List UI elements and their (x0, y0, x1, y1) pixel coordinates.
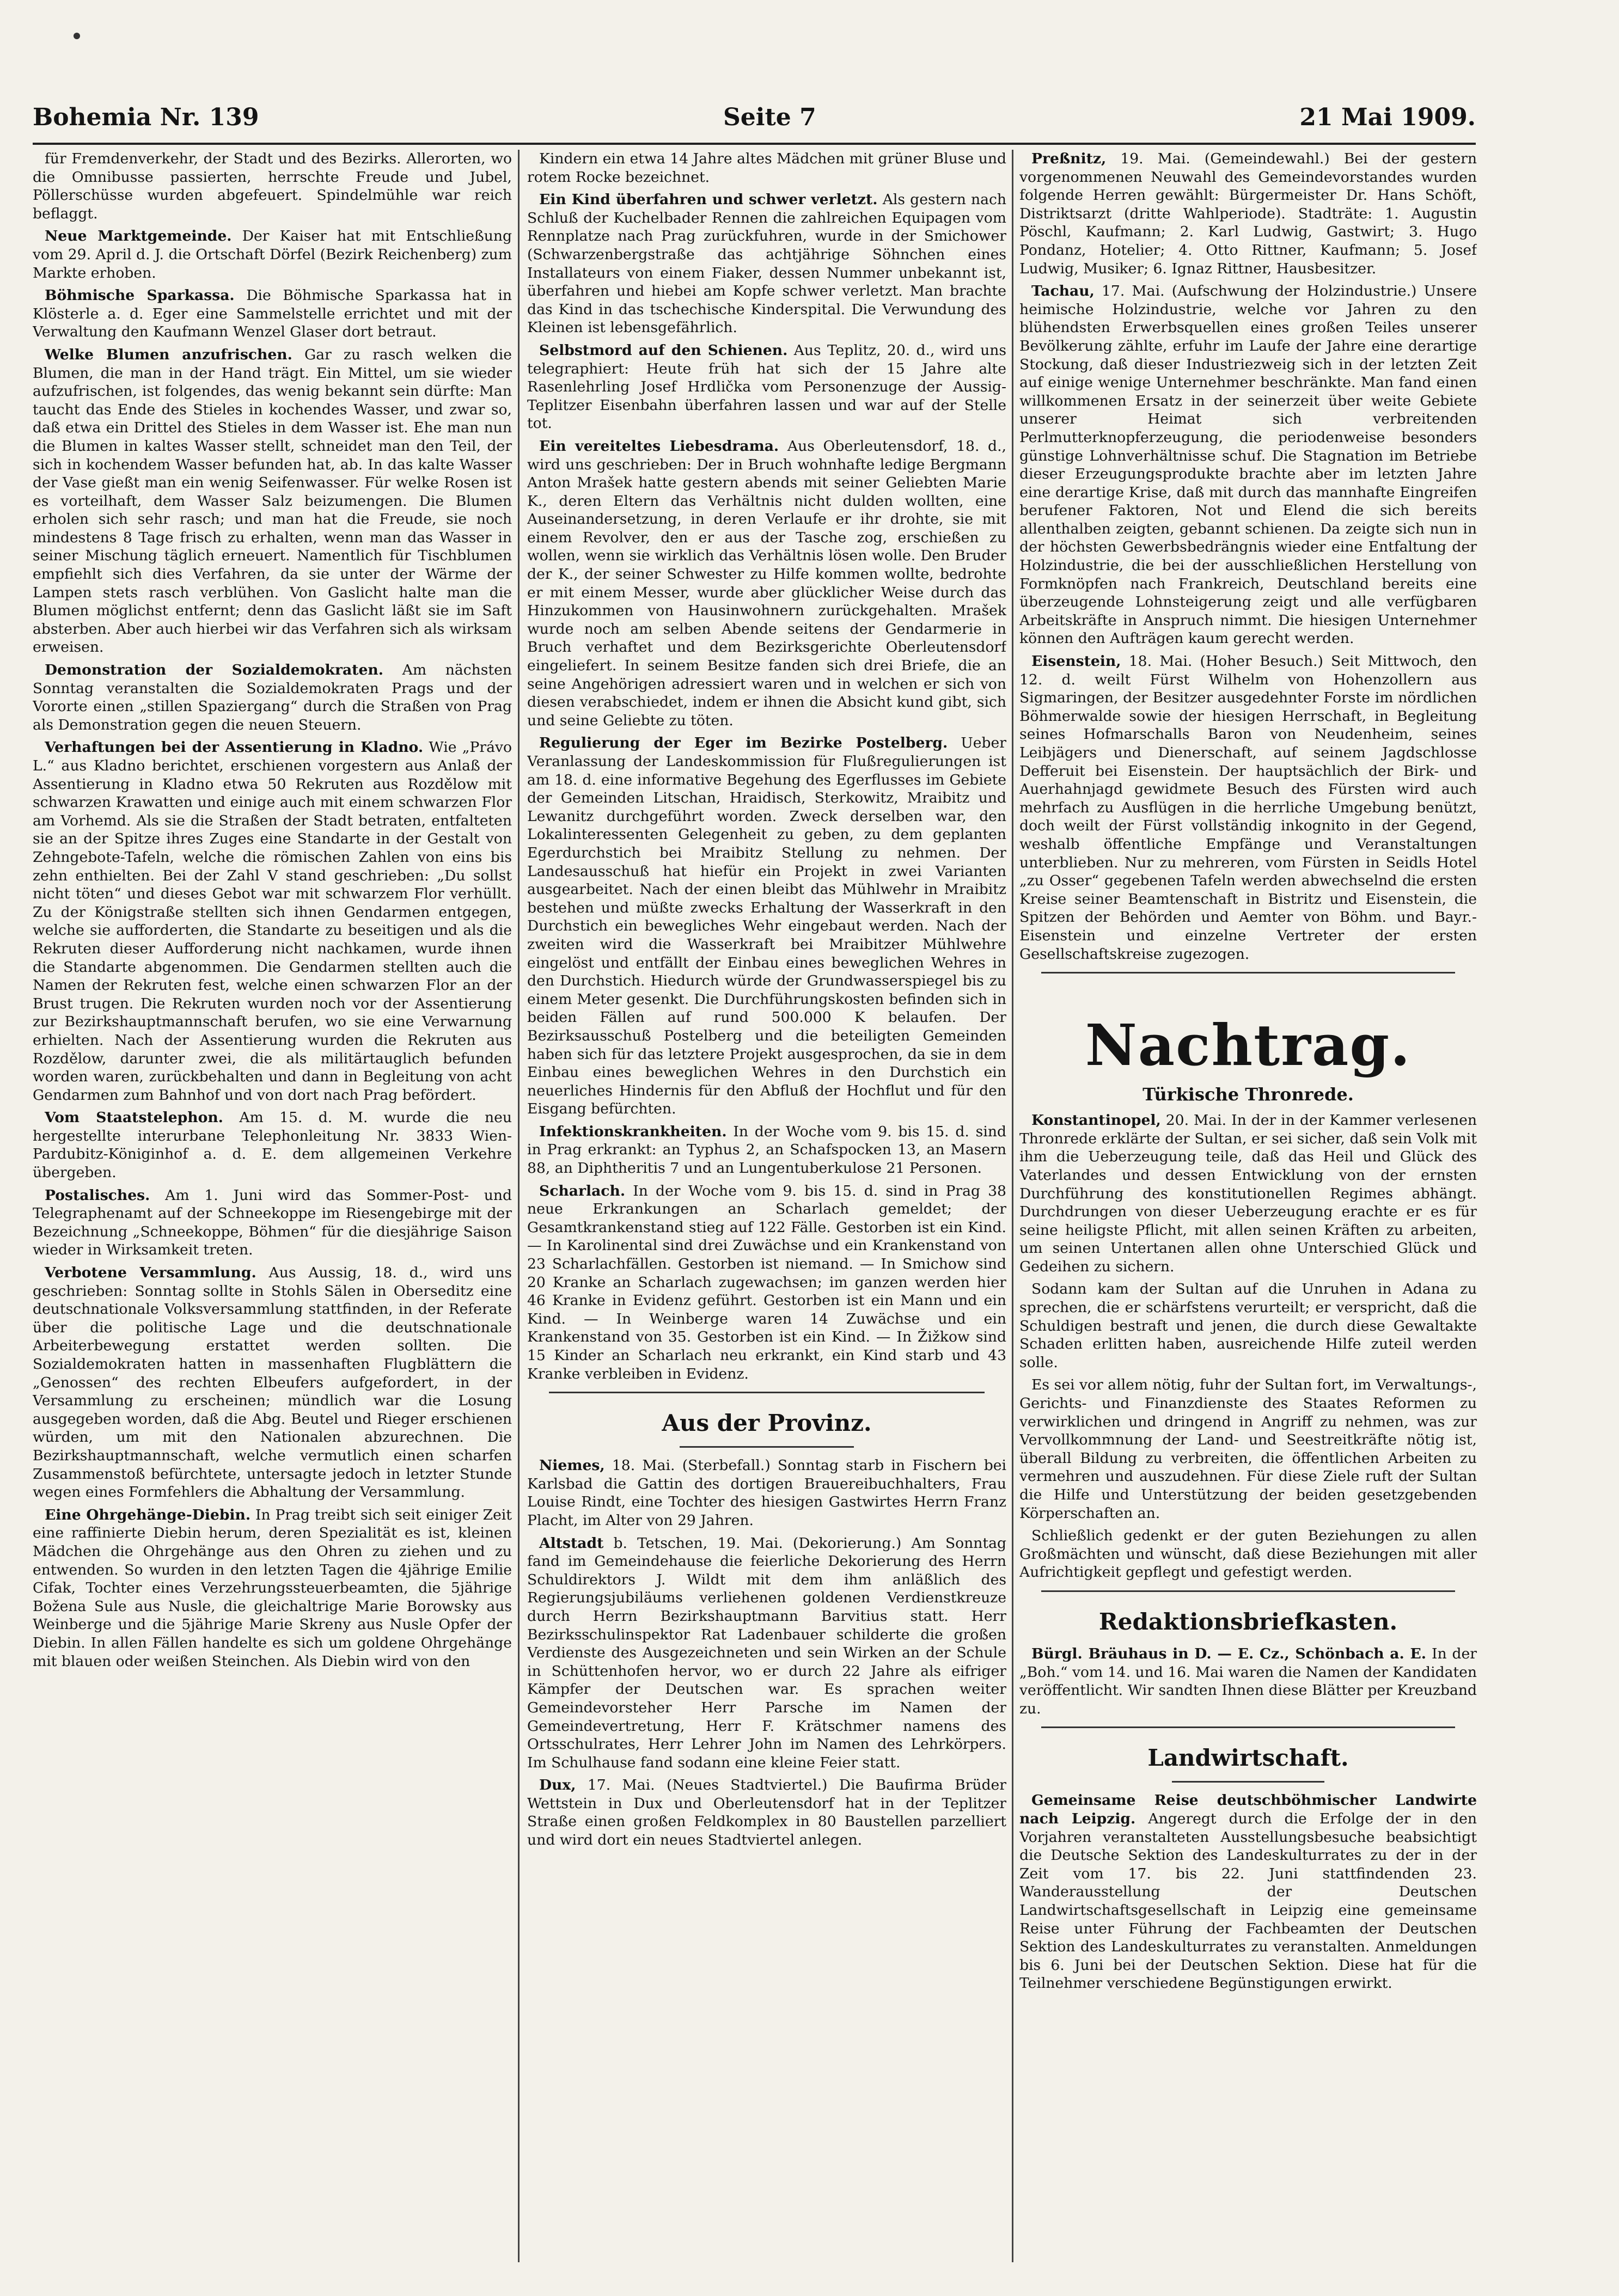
article-list (527, 150, 1006, 1383)
article-headline: Ein Kind überfahren und schwer verletzt. (539, 191, 878, 209)
article-text: Am nächsten Sonntag veranstalten die Sozialdemokraten Prags und der Vororte einen „stillen Spaziergang“ durch die Straßen von Prag als Demonstration gegen die neuen Steuern. (33, 662, 512, 733)
article-body (33, 1186, 512, 1259)
article-text: In Prag treibt sich seit einiger Zeit eine raffinierte Diebin herum, deren Spezialität es ist, kleinen Mädchen die Ohrgehänge aus den Ohren zu ziehen und zu entwenden. So wurden in den letzten Tagen die 4jährige Emilie Cifak, Tochter eines Verzehrungssteuerbeamten, die 5jährige Božena Sule aus Nusle, die gleichaltrige Marie Borowsky aus Weinberge und die 5jährige Marie Skreny aus Nusle Opfer der Diebin. In allen Fällen handelte es sich um goldene Ohrgehänge mit blauen oder weißen Steinchen. Als Diebin wird von den (33, 1506, 512, 1670)
section-rule (1041, 972, 1455, 973)
article-headline: Infektionskrankheiten. (539, 1123, 727, 1140)
section-rule (1041, 1590, 1455, 1592)
article-body (33, 346, 512, 657)
column-divider (518, 150, 520, 2262)
column-3 (1019, 150, 1477, 2262)
article (1019, 282, 1477, 648)
article-headline: Böhmische Sparkassa. (45, 287, 235, 304)
article (1019, 652, 1477, 963)
article-headline: Neue Marktgemeinde. (45, 228, 232, 245)
section-title-redaktion: Redaktionsbriefkasten. (1098, 1608, 1398, 1635)
article-text: In der „Boh.“ vom 14. und 16. Mai waren die Namen der Kandidaten veröffentlicht. Wir sandten Ihnen diese Blätter per Kreuzband zu. (1019, 1645, 1477, 1717)
article-headline: Gemeinsame Reise deutschböhmischer Landwirte nach Leipzig. (1019, 1792, 1477, 1827)
article-body (527, 191, 1006, 337)
article-body (1019, 1791, 1477, 1993)
article-headline: Welke Blumen anzufrischen. (45, 346, 292, 363)
article-body (527, 1456, 1006, 1529)
section-rule (1172, 1781, 1324, 1783)
article-text: 17. Mai. (Neues Stadtviertel.) Die Baufirma Brüder Wettstein in Dux und Oberleutensdorf hat in der Teplitzer Straße einen großen Feldkomplex in 80 Baustellen parzelliert und wird dort ein neues Stadtviertel anlegen. (527, 1777, 1006, 1849)
article (527, 341, 1006, 433)
ink-speck (74, 33, 80, 39)
article-text: Die Böhmische Sparkassa hat in Klösterle a. d. Eger eine Sammelstelle errichtet und mit der Verwaltung den Kaufmann Wenzel Glaser dort betraut. (33, 287, 512, 341)
article-text: Ueber Veranlassung der Landeskommission für Flußregulierungen ist am 18. d. eine informative Begehung des Egerflusses im Gebiete der Gemeinden Litschan, Hraidisch, Sterkowitz, Mraibitz und Lewanitz durchgeführt worden. Zweck derselben war, den Lokalinteressenten Gelegenheit zu geben, zu dem geplanten Egerdurchstich bei Mraibitz Stellung zu nehmen. Der Landesausschuß hat hiefür ein Projekt in zwei Varianten ausgearbeitet. Nach der einen bleibt das Mühlwehr in Mraibitz bestehen und müßte zwecks Erhaltung der Wasserkraft in den Durchstich ein bewegliches Wehr eingebaut werden. Nach der zweiten wird die Wasserkraft bei Mraibitzer Mühlwehre eingelöst und entfällt der Einbau eines beweglichen Wehres in den Durchstich. Hiedurch würde der Grundwasserspiegel bis zu einem Meter gesenkt. Die Durchführungskosten befinden sich in beiden Fällen auf rund 500.000 K belaufen. Der Bezirksausschuß Postelberg und die beteiligten Gemeinden haben sich für das letztere Projekt ausgesprochen, da sie in dem Einbau eines beweglichen Wehres in den Durchstich ein neuerliches Hindernis für den Abfluß der Hochflut und für den Eisgang befürchten. (527, 734, 1006, 1118)
article-body (527, 341, 1006, 433)
article-body (1019, 150, 1477, 278)
article-text: Aus Aussig, 18. d., wird uns geschrieben: Sonntag sollte in Stohls Sälen in Oberseditz eine deutschnationale Volksversammlung stattfinden, in der Referate über die politische Lage und die deutschnationale Arbeiterbewegung erstattet werden sollten. Die Sozialdemokraten hatten in massenhaften Flugblättern die „Genossen“ des rechten Elbeufers aufgefordert, in der Versammlung zu erscheinen; mündlich war die Losung ausgegeben worden, daß die Abg. Beutel und Rieger erschienen würden, um mit den Nationalen abzurechnen. Die Bezirkshauptmannschaft, welche vermutlich einen scharfen Zusammenstoß befürchtete, untersagte jedoch in letzter Stunde wegen eines Formfehlers die Abhaltung der Versammlung. (33, 1264, 512, 1501)
article-headline: Verhaftungen bei der Assentierung in Kladno. (45, 739, 424, 756)
article-headline: Scharlach. (539, 1182, 626, 1199)
article-text: Als gestern nach Schluß der Kuchelbader Rennen die zahlreichen Equipagen vom Rennplatze nach Prag zurückfuhren, wurde in der Smichower (Schwarzenbergstraße das achtjährige Söhnchen eines Installateurs von einem Fiaker, dessen Nummer unbekannt ist, überfahren und hiebei am Kopfe schwer verletzt. Man brachte das Kind in das tschechische Kinderspital. Die Verwundung des Kleinen ist lebensgefährlich. (527, 191, 1006, 336)
article-headline: Dux, (539, 1777, 576, 1794)
article (527, 1534, 1006, 1772)
article-text: Sodann kam der Sultan auf die Unruhen in Adana zu sprechen, die er schärfstens verurteilt; er verspricht, daß die Schuldigen bestraft und jenen, die durch diese Gewaltakte Schaden erlitten haben, ausreichende Hilfe zuteil werden solle. (1019, 1281, 1477, 1371)
article (527, 437, 1006, 730)
section-title-landwirtschaft: Landwirtschaft. (1147, 1744, 1349, 1772)
article-list (527, 1456, 1006, 1849)
section-rule (680, 1446, 854, 1448)
column-2 (527, 150, 1006, 2262)
article-body (33, 1506, 512, 1670)
article (33, 227, 512, 282)
article (33, 346, 512, 657)
article-list (1019, 1791, 1477, 1993)
column-1 (33, 150, 512, 2262)
article (527, 150, 1006, 186)
article-body (33, 227, 512, 282)
article-headline: Postalisches. (45, 1186, 150, 1204)
article-body (33, 286, 512, 341)
article (1019, 1280, 1477, 1372)
article-list (1019, 1111, 1477, 1582)
article-body (527, 734, 1006, 1118)
article-text: Schließlich gedenkt er der guten Beziehungen zu allen Großmächten und wünscht, daß diese Beziehungen mit aller Aufrichtigkeit gepflegt und gefestigt werden. (1019, 1527, 1477, 1581)
article (1019, 150, 1477, 278)
article-list (1019, 150, 1477, 963)
article-body (1019, 282, 1477, 648)
article-text: für Fremdenverkehr, der Stadt und des Bezirks. Allerorten, wo die Omnibusse passierten, herrschte Freude und Jubel, Pöllerschüsse wurden abgefeuert. Spindelmühle war reich beflaggt. (33, 150, 512, 222)
article-text: Wie „Právo L.“ aus Kladno berichtet, erschienen vorgestern aus Anlaß der Assentierung in Kladno etwa 50 Rekruten aus Rozdělow mit schwarzen Krawatten und einige auch mit einem schwarzen Flor am Vorhemd. Als sie die Straßen der Stadt betraten, entfalteten sie an der Spitze ihres Zuges eine Standarte in der Gestalt von Zehngebote-Tafeln, welche die römischen Zahlen von eins bis zehn enthielten. Bei der Zahl V stand geschrieben: „Du sollst nicht töten“ und dieses Gebot war mit schwarzem Flor verhüllt. Zu der Königstraße stellten sich ihnen Gendarmen entgegen, welche sie aufforderten, die Standarte zu beseitigen und als die Rekruten dieser Aufforderung nicht nachkamen, wurde ihnen die Standarte abgenommen. Die Gendarmen stellten auch die Namen der Rekruten fest, welche einen schwarzen Flor an der Brust trugen. Die Rekruten wurden noch vor der Assentierung zur Bezirkshauptmannschaft berufen, wo sie eine Verwarnung erhielten. Nach der Assentierung wurden die Rekruten aus Rozdělow, darunter zwei, die als militärtauglich befunden worden waren, zurückbehalten und dann in Begleitung von acht Gendarmen zum Bahnhof und von dort nach Prag befördert. (33, 739, 512, 1104)
article-headline: Eine Ohrgehänge-Diebin. (45, 1506, 251, 1523)
article-text: Kindern ein etwa 14 Jahre altes Mädchen mit grüner Bluse und rotem Rocke bezeichnet. (527, 150, 1006, 186)
article (527, 1456, 1006, 1529)
article (33, 661, 512, 734)
subsection-title-thronrede: Türkische Thronrede. (1143, 1084, 1354, 1105)
article (527, 1123, 1006, 1178)
article-text: Am 15. d. M. wurde die neu hergestellte interurbane Telephonleitung Nr. 3833 Wien-Pardubitz-Königinhof a. d. E. dem allgemeinen Verkehre übergeben. (33, 1109, 512, 1181)
article-text: 19. Mai. (Gemeindewahl.) Bei der gestern vorgenommenen Neuwahl des Gemeindevorstandes wurden folgende Herren gewählt: Bürgermeister Dr. Hans Schöft, Distriktsarzt (dritte Wahlperiode). Stadträte: 1. Augustin Pöschl, Kaufmann; 2. Karl Ludwig, Gastwirt; 3. Hugo Pondanz, Hotelier; 4. Otto Rittner, Kaufmann; 5. Josef Ludwig, Musiker; 6. Ignaz Rittner, Hausbesitzer. (1019, 150, 1477, 277)
article-headline: Altstadt (539, 1534, 604, 1552)
article-body (527, 1182, 1006, 1383)
article (1019, 1111, 1477, 1276)
article-text: Der Kaiser hat mit Entschließung vom 29. April d. J. die Ortschaft Dörfel (Bezirk Reichenberg) zum Markte erhoben. (33, 228, 512, 281)
article-body (1019, 1280, 1477, 1372)
article-headline: Demonstration der Sozialdemokraten. (45, 662, 383, 679)
article-list (1019, 1645, 1477, 1718)
article (1019, 1645, 1477, 1718)
article-body (527, 1123, 1006, 1178)
article (1019, 1527, 1477, 1582)
article-body (33, 1264, 512, 1502)
article-body (1019, 1645, 1477, 1718)
article-text: 17. Mai. (Aufschwung der Holzindustrie.) Unsere heimische Holzindustrie, welche vor Jahren zu den blühendsten Erwerbsquellen eines großen Teiles unserer Bevölkerung zählte, erfuhr im Laufe der Jahre eine derartige Stockung, daß dieser Industriezweig sich in der letzten Zeit auf einige wenige Unternehmer beschränkte. Man fand einen willkommenen Ersatz in der seinerzeit über weite Gebiete unserer Heimat sich verbreitenden Perlmutterknopferzeugung, die periodenweise besonders günstige Lohnverhältnisse schuf. Die Stagnation im Betriebe dieser Erzeugungsprodukte brachte aber im letzten Jahre eine derartige Krise, daß mit durch das mannhafte Eingreifen berufener Faktoren, Not und Elend die sich bereits allenthalben zeigten, gebannt schienen. Da zeigte sich nun in der höchsten Gewerbsbedrängnis wieder eine Entfaltung der Holzindustrie, die bei der ausschließlichen Herstellung von Formknöpfen nach Frankreich, Deutschland bereits eine überzeugende Lohnsteigerung zeigt und alle verfügbaren Arbeitskräfte in Anspruch nimmt. Die hiesigen Unternehmer können den Aufträgen kaum gerecht werden. (1019, 283, 1477, 647)
article-headline: Ein vereiteltes Liebesdrama. (539, 437, 779, 455)
article-body (33, 1109, 512, 1181)
section-title-nachtrag: Nachtrag. (1085, 1012, 1412, 1079)
article-text: 18. Mai. (Sterbefall.) Sonntag starb in Fischern bei Karlsbad die Gattin des dortigen Brauereibuchhalters, Frau Louise Rindt, eine Tochter des hiesigen Gastwirtes Herrn Franz Placht, im Alter von 29 Jahren. (527, 1457, 1006, 1529)
article-text: Angeregt durch die Erfolge der in den Vorjahren veranstalteten Ausstellungsbesuche beabsichtigt die Deutsche Sektion des Landeskulturrates zu der in der Zeit vom 17. bis 22. Juni stattfindenden 23. Wanderausstellung der Deutschen Landwirtschaftsgesellschaft in Leipzig eine gemeinsame Reise unter Führung der Fachbeamten der Deutschen Sektion des Landeskulturrates zu veranstalten. Anmeldungen bis 6. Juni bei der Deutschen Sektion. Diese hat für die Teilnehmer verschiedene Begünstigungen erwirkt. (1019, 1810, 1477, 1992)
section-title-provinz: Aus der Provinz. (662, 1410, 872, 1437)
article-headline: Verbotene Versammlung. (45, 1264, 256, 1282)
article (33, 1264, 512, 1502)
article-body (527, 1534, 1006, 1772)
article (527, 734, 1006, 1118)
article-body (33, 150, 512, 223)
article (527, 191, 1006, 337)
page-number: Seite 7 (723, 103, 816, 131)
section-rule (1041, 1726, 1455, 1728)
article (33, 738, 512, 1104)
article (1019, 1791, 1477, 1993)
article-text: In der Woche vom 9. bis 15. d. sind in Prag erkrankt: an Typhus 2, an Schafspocken 13, an Masern 88, an Diphtheritis 7 und an Lungentuberkulose 21 Personen. (527, 1123, 1006, 1177)
masthead-issue: Bohemia Nr. 139 (33, 103, 259, 131)
article-text: Am 1. Juni wird das Sommer-Post- und Telegraphenamt auf der Schneekoppe im Riesengebirge mit der Bezeichnung „Schneekoppe, Böhmen“ für die diesjährige Saison wieder in Wirksamkeit treten. (33, 1186, 512, 1259)
article-headline: Regulierung der Eger im Bezirke Postelberg. (539, 734, 948, 752)
article-headline: Eisenstein, (1031, 653, 1121, 670)
article-text: 20. Mai. In der in der Kammer verlesenen Thronrede erklärte der Sultan, er sei sicher, daß sein Volk mit ihm die Ueberzeugung teile, daß das Heil und Glück des Vaterlandes und dessen Entwicklung von der ernsten Durchführung des konstitutionellen Regimes abhängt. Durchdrungen von dieser Ueberzeugung erachte er es für seine heiligste Pflicht, mit allen seinen Kräften zu arbeiten, um seinen Untertanen allen ohne Unterschied Glück und Gedeihen zu sichern. (1019, 1112, 1477, 1275)
header-rule (33, 143, 1476, 145)
article-text: Aus Oberleutensdorf, 18. d., wird uns geschrieben: Der in Bruch wohnhafte ledige Bergmann Anton Mrašek hatte gestern abends mit seiner Geliebten Marie K., deren Eltern das Verhältnis nicht dulden wollten, eine Auseinandersetzung, in deren Verlaufe er ihr drohte, sie mit einem Revolver, den er aus der Tasche zog, erschießen zu wollen, wenn sie wirklich das Verhältnis lösen wolle. Den Bruder der K., der seiner Schwester zu Hilfe kommen wollte, bedrohte er mit einem Messer, wurde aber glücklicher Weise durch das Hinzukommen von Hausinwohnern zurückgehalten. Mrašek wurde noch am selben Abende seitens der Gendarmerie in Bruch verhaftet und dem Bezirksgerichte Oberleutensdorf eingeliefert. In seinem Besitze fanden sich drei Briefe, die an seine Angehörigen adressiert waren und in welchen er sich von diesen verabschiedet, indem er ihnen die Absicht kund gibt, sich und seine Geliebte zu töten. (527, 437, 1006, 729)
article-body (1019, 1376, 1477, 1522)
article-text: 18. Mai. (Hoher Besuch.) Seit Mittwoch, den 12. d. weilt Fürst Wilhelm von Hohenzollern aus Sigmaringen, der Besitzer ausgedehnter Forste im nördlichen Böhmerwalde sowie der hiesigen Herrschaft, in Begleitung seines Hofmarschalls Baron von Neudenheim, seines Leibjägers und Dienerschaft, auf seinem Jagdschlosse Defferuit bei Eisenstein. Der hauptsächlich der Birk- und Auerhahnjagd gewidmete Besuch des Fürsten wird auch mehrfach zu Ausflügen in die herrliche Umgebung benützt, doch weilt der Fürst vollständig inkognito in der Gegend, weshalb öffentliche Empfänge und Veranstaltungen unterblieben. Nur zu mehreren, vom Fürsten in Seidls Hotel „zu Osser“ gegebenen Tafeln werden abwechselnd die ersten Kreise seiner Beamtenschaft in Bistritz und Eisenstein, die Spitzen der Behörden und Aemter von Böhm. und Bayr.-Eisenstein und einzelne Vertreter der ersten Gesellschaftskreise zugezogen. (1019, 653, 1477, 963)
article-text: b. Tetschen, 19. Mai. (Dekorierung.) Am Sonntag fand im Gemeindehause die feierliche Dekorierung des Herrn Schuldirektors J. Wildt mit dem ihm anläßlich des Regierungsjubiläums verliehenen goldenen Verdienstkreuze durch Herrn Bezirkshauptmann Barvitius statt. Herr Bezirksschulinspektor Rat Ladenbauer schilderte die großen Verdienste des Ausgezeichneten und sein Wirken an der Schule in Schüttenhofen hervor, wo er durch 22 Jahre als eifriger Kämpfer der Deutschen war. Es sprachen weiter Gemeindevorsteher Herr Parsche im Namen der Gemeindevertretung, Herr F. Krätschmer namens des Ortsschulrates, Herr Lehrer John im Namen des Lehrkörpers. Im Schulhause fand sodann eine kleine Feier statt. (527, 1534, 1006, 1771)
section-rule (549, 1392, 985, 1393)
article-body (1019, 652, 1477, 963)
article (33, 150, 512, 223)
article-body (1019, 1111, 1477, 1276)
article-body (1019, 1527, 1477, 1582)
article (33, 1186, 512, 1259)
article-body (527, 150, 1006, 186)
article-text: Gar zu rasch welken die Blumen, die man in der Hand trägt. Ein Mittel, um sie wieder aufzufrischen, ist folgendes, das wenig bekannt sein dürfte: Man taucht das Ende des Stieles in kochendes Wasser, und zwar so, daß etwa ein Drittel des Stieles in dem Wasser ist. Ehe man nun die Blumen in kaltes Wasser stellt, schneidet man den Teil, der sich in kochendem Wasser befunden hat, ab. In das kalte Wasser der Vase gießt man ein wenig Seifenwasser. Für welke Rosen ist es vorteilhaft, dem Wasser Salz beizumengen. Die Blumen erholen sich sehr rasch; und man hat die Freude, sie noch mindestens 8 Tage frisch zu erhalten, wenn man das Wasser in seiner Mischung täglich erneuert. Namentlich für Tischblumen empfiehlt sich dies Verfahren, da sie unter der Wärme der Lampen stets rasch verblühen. Von Gaslicht halte man die Blumen möglichst entfernt; denn das Gaslicht läßt sie im Saft absterben. Aber auch hierbei wir das Verfahren sich als wirksam erweisen. (33, 346, 512, 656)
article-headline: Tachau, (1031, 283, 1095, 300)
article-text: In der Woche vom 9. bis 15. d. sind in Prag 38 neue Erkrankungen an Scharlach gemeldet; der Gesamtkrankenstand stieg auf 122 Fälle. Gestorben ist ein Kind. — In Karolinental sind drei Zuwächse und ein Krankenstand von 23 Scharlachfällen. Gestorben ist niemand. — In Smichow sind 20 Kranke an Scharlach zugewachsen; im ganzen werden hier 46 Kranke in Evidenz geführt. Gestorben ist ein Mann und ein Kind. — In Weinberge waren 14 Zuwächse und ein Krankenstand von 35. Gestorben ist ein Kind. — In Žižkow sind 15 Kinder an Scharlach neu erkrankt, ein Kind starb und 43 Kranke verbleiben in Evidenz. (527, 1182, 1006, 1382)
article-text: Es sei vor allem nötig, fuhr der Sultan fort, im Verwaltungs-, Gerichts- und Finanzdienste des Staates Reformen zu verwirklichen und dringend in Angriff zu nehmen, was zur Vervollkommnung der Land- und Seestreitkräfte nötig ist, überall Bildung zu verbreiten, die öffentlichen Arbeiten zu vermehren und auszudehnen. Für diese Ziele ruft der Sultan die Hilfe und Unterstützung der beiden gesetzgebenden Körperschaften an. (1019, 1376, 1477, 1522)
article-text: Aus Teplitz, 20. d., wird uns telegraphiert: Heute früh hat sich der 15 Jahre alte Rasenlehrling Josef Hrdlička vom Personenzuge der Aussig-Teplitzer Eisenbahn überfahren lassen und war auf der Stelle tot. (527, 341, 1006, 432)
column-divider (1012, 150, 1013, 2262)
article-headline: Preßnitz, (1031, 150, 1107, 167)
article-headline: Vom Staatstelephon. (45, 1109, 223, 1126)
article-headline: Niemes, (539, 1457, 605, 1474)
article-body (527, 1776, 1006, 1849)
article (527, 1182, 1006, 1383)
article-headline: Konstantinopel, (1031, 1112, 1161, 1129)
article (33, 286, 512, 341)
article (527, 1776, 1006, 1849)
issue-date: 21 Mai 1909. (1299, 103, 1476, 131)
page-header (33, 103, 1476, 142)
article-list (33, 150, 512, 1670)
article-headline: Selbstmord auf den Schienen. (539, 341, 788, 359)
article-body (33, 738, 512, 1104)
article-body (33, 661, 512, 734)
article (33, 1506, 512, 1670)
article (1019, 1376, 1477, 1522)
article (33, 1109, 512, 1181)
article-headline: Bürgl. Bräuhaus in D. — E. Cz., Schönbach a. E. (1031, 1645, 1427, 1662)
article-body (527, 437, 1006, 730)
